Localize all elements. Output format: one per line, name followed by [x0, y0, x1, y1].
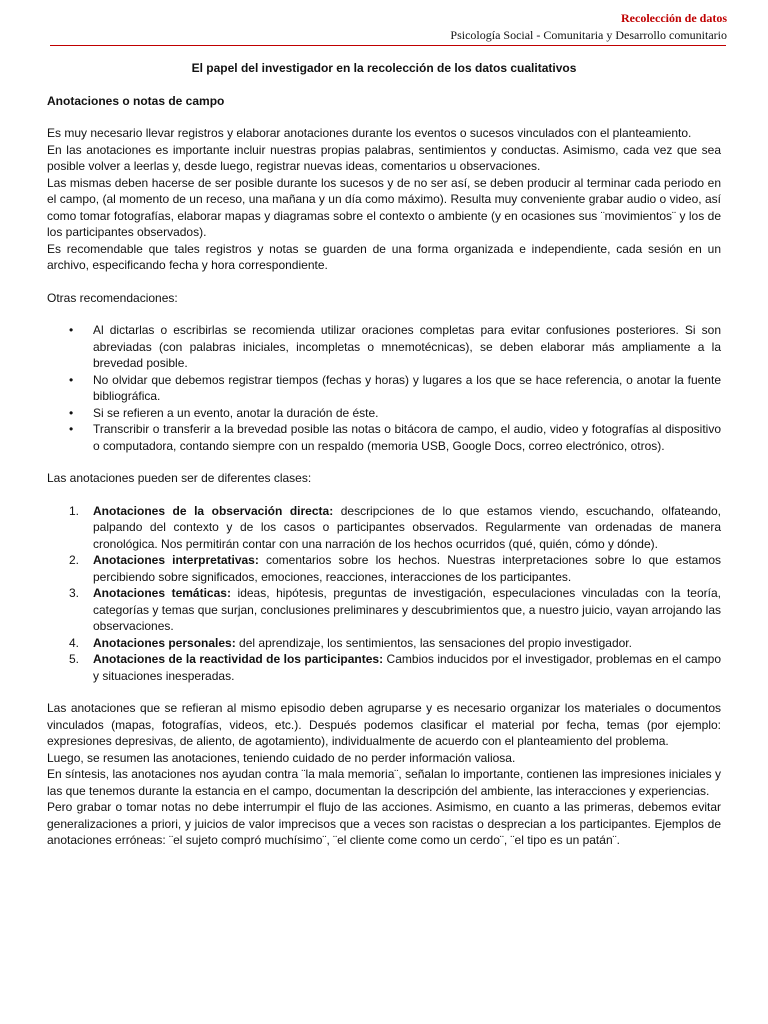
list-item — [47, 552, 721, 585]
item-text: comentarios sobre los hechos. Nuestras interpretaciones sobre lo que estamos percibiendo sobre significados, emociones, reacciones, interacciones de los participantes. — [93, 553, 722, 584]
item-number: 1. — [69, 503, 80, 518]
page-header — [450, 10, 727, 43]
intro-paragraph: En las anotaciones es importante incluir nuestras propias palabras, sentimientos y conductas. Asimismo, cada vez que sea posible volver a leerlas y, desde luego, registrar nuevas ideas, comentarios u observaciones. — [47, 142, 721, 173]
document-title: El papel del investigador en la recolección de los datos cualitativos — [191, 61, 577, 75]
item-term: Anotaciones temáticas: — [93, 586, 231, 600]
list-item — [47, 651, 721, 684]
item-term: Anotaciones personales: — [93, 635, 236, 650]
item-text: ideas, hipótesis, preguntas de investigación, especulaciones vinculadas con la teoría, categorías y temas que surjan, conclusiones preliminares y descubrimientos que, a nuestro juicio, vayan arrojando las observaciones. — [93, 586, 721, 633]
bullet-icon: • — [69, 405, 74, 420]
recommendations-title: Otras recomendaciones: — [47, 290, 178, 305]
classes-list — [47, 503, 721, 685]
list-item — [47, 635, 721, 652]
header-divider — [50, 45, 726, 46]
item-number: 3. — [69, 586, 80, 600]
header-subtitle: Psicología Social - Comunitaria y Desarrollo comunitario — [450, 28, 727, 42]
closing-paragraph: Pero grabar o tomar notas no debe interrumpir el flujo de las acciones. Asimismo, en cuanto a las primeras, debemos evitar generalizaciones a priori, y juicios de valor imprecisos que a veces son racistas o desprecian a los participantes. Ejemplos de anotaciones erróneas: ¨el sujeto compró muchísimo¨, ¨el cliente come como un cerdo¨, ¨el tipo es un patán¨. — [47, 800, 721, 847]
list-item — [47, 372, 721, 405]
item-term: Anotaciones de la observación directa: — [93, 503, 334, 518]
list-item — [47, 585, 721, 635]
item-number: 4. — [69, 635, 80, 650]
closing-paragraph: En síntesis, las anotaciones nos ayudan contra ¨la mala memoria¨, señalan lo importante, contienen las impresiones iniciales y las que tenemos durante la estancia en el campo, documentan la descripción del ambiente, las interacciones y experiencias. — [47, 767, 721, 798]
bullet-icon: • — [69, 422, 74, 436]
item-text: del aprendizaje, los sentimientos, las sensaciones del propio investigador. — [235, 635, 632, 650]
document-body — [47, 60, 721, 849]
intro-paragraph: Es muy necesario llevar registros y elaborar anotaciones durante los eventos o sucesos vinculados con el planteamiento. — [47, 126, 692, 140]
classes-title: Las anotaciones pueden ser de diferentes clases: — [47, 471, 312, 485]
list-item — [47, 405, 721, 422]
list-item — [47, 322, 721, 372]
list-item-text: Al dictarlas o escribirlas se recomienda utilizar oraciones completas para evitar confusiones posteriores. Si son abreviadas (con palabras iniciales, incompletas o mnemotécnicas), se deben elaborar más ampliamente a la brevedad posible. — [93, 323, 721, 370]
item-term: Anotaciones de la reactividad de los participantes: — [93, 652, 384, 666]
item-text: descripciones de lo que estamos viendo, escuchando, olfateando, palpando del contexto y de los casos o participantes observados. Regularmente van ordenadas de manera cronológica. Nos permitirán contar con una narración de los hechos ocurridos (qué, quién, cómo y dónde). — [93, 503, 721, 551]
list-item — [47, 421, 721, 454]
section-title: Anotaciones o notas de campo — [47, 93, 225, 108]
item-number: 2. — [69, 553, 80, 567]
list-item — [47, 503, 721, 553]
item-number: 5. — [69, 652, 80, 666]
list-item-text: Transcribir o transferir a la brevedad posible las notas o bitácora de campo, el audio, video y fotografías al dispositivo o computadora, contando siempre con un respaldo (memoria USB, Google Docs, correo electrónico, otros). — [93, 422, 721, 453]
intro-paragraph: Es recomendable que tales registros y notas se guarden de una forma organizada e independiente, cada sesión en un archivo, especificando fecha y hora correspondiente. — [47, 241, 721, 272]
bullet-icon: • — [69, 372, 74, 387]
list-item-text: No olvidar que debemos registrar tiempos (fechas y horas) y lugares a los que se hace referencia, o anotar la fuente bibliográfica. — [93, 372, 721, 403]
closing-paragraph: Luego, se resumen las anotaciones, teniendo cuidado de no perder información valiosa. — [47, 750, 516, 765]
item-term: Anotaciones interpretativas: — [93, 553, 259, 567]
recommendations-list — [47, 322, 721, 454]
item-text: Cambios inducidos por el investigador, problemas en el campo y situaciones inesperadas. — [93, 652, 721, 683]
list-item-text: Si se refieren a un evento, anotar la duración de éste. — [93, 405, 379, 420]
bullet-icon: • — [69, 323, 74, 337]
header-title: Recolección de datos — [621, 11, 727, 25]
intro-paragraph: Las mismas deben hacerse de ser posible durante los sucesos y de no ser así, se deben producir al terminar cada periodo en el campo, (al momento de un receso, una mañana y un día como máximo). Resulta muy conveniente grabar audio o video, así como tomar fotografías, elaborar mapas y diagramas sobre el contexto o ambiente (y en ocasiones sus ¨movimientos¨ y los de los participantes observados). — [47, 175, 721, 239]
closing-paragraph: Las anotaciones que se refieran al mismo episodio deben agruparse y es necesario organizar los materiales o documentos vinculados (mapas, fotografías, videos, etc.). Después podemos clasificar el material por fecha, temas (por ejemplo: expresiones depresivas, de aliento, de agotamiento), individualmente de acuerdo con el planteamiento del problema. — [47, 701, 721, 748]
